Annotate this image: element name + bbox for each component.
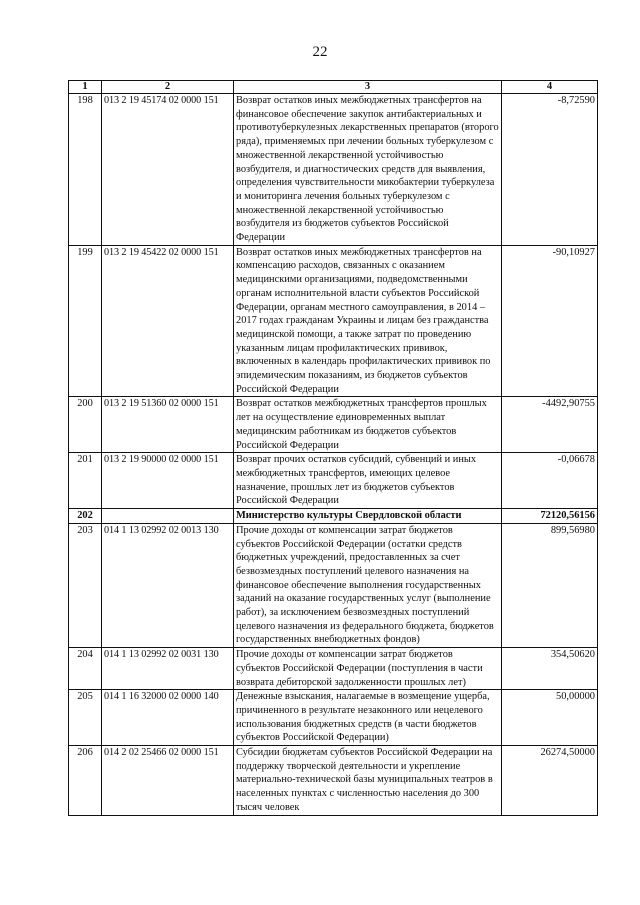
budget-revenue-table	[68, 80, 598, 816]
revenue-name-cell: Прочие доходы от компенсации затрат бюджетов субъектов Российской Федерации (остатки средств бюджетных учреждений, предоставленных за счет безвозмездных поступлений целевого назначения на финансовое обеспечение выполнения государственных заданий на оказание государственных услуг (выполнение работ), за исключением безвозмездных поступлений целевого назначения из федерального бюджета, бюджетов государственных внебюджетных фондов)	[234, 523, 502, 647]
amount-cell: 50,00000	[502, 690, 598, 746]
budget-code-cell: 013 2 19 51360 02 0000 151	[102, 397, 234, 453]
table-row	[69, 245, 598, 397]
budget-code-cell	[102, 509, 234, 524]
revenue-name-cell: Денежные взыскания, налагаемые в возмещение ущерба, причиненного в результате незаконного или нецелевого использования бюджетных средств (в части бюджетов субъектов Российской Федерации)	[234, 690, 502, 746]
revenue-name-cell: Возврат остатков межбюджетных трансфертов прошлых лет на осуществление единовременных выплат медицинским работникам из бюджетов субъектов Российской Федерации	[234, 397, 502, 453]
column-header-amount: 4	[502, 81, 598, 94]
table-row	[69, 648, 598, 690]
budget-code-cell: 014 1 13 02992 02 0031 130	[102, 648, 234, 690]
budget-code-cell: 013 2 19 45422 02 0000 151	[102, 245, 234, 397]
row-number-cell: 199	[69, 245, 102, 397]
revenue-name-cell: Возврат прочих остатков субсидий, субвенций и иных межбюджетных трансфертов, имеющих целевое назначение, прошлых лет из бюджетов субъектов Российской Федерации	[234, 453, 502, 509]
budget-code-cell: 014 1 13 02992 02 0013 130	[102, 523, 234, 647]
column-header-name: 3	[234, 81, 502, 94]
table-row	[69, 509, 598, 524]
amount-cell: 899,56980	[502, 523, 598, 647]
amount-cell: 26274,50000	[502, 746, 598, 816]
revenue-name-cell: Возврат остатков иных межбюджетных трансфертов на компенсацию расходов, связанных с оказанием медицинскими организациями, подведомственными органам исполнительной власти субъектов Российской Федерации, органам местного самоуправления, в 2014 – 2017 годах гражданам Украины и лицам без гражданства медицинской помощи, а также затрат по проведению указанным лицам профилактических прививок, включенных в календарь профилактических прививок по эпидемическим показаниям, из бюджетов субъектов Российской Федерации	[234, 245, 502, 397]
column-header-code: 2	[102, 81, 234, 94]
amount-cell: 354,50620	[502, 648, 598, 690]
amount-cell: 72120,56156	[502, 509, 598, 524]
table-row	[69, 690, 598, 746]
table-row	[69, 94, 598, 246]
row-number-cell: 198	[69, 94, 102, 246]
column-header-number: 1	[69, 81, 102, 94]
revenue-name-cell: Возврат остатков иных межбюджетных трансфертов на финансовое обеспечение закупок антибактериальных и противотуберкулезных лекарственных препаратов (второго ряда), применяемых при лечении больных туберкулезом с множественной лекарственной устойчивостью возбудителя, и диагностических средств для выявления, определения чувствительности микобактерии туберкулеза и мониторинга лечения больных туберкулезом с множественной лекарственной устойчивостью возбудителя из бюджетов субъектов Российской Федерации	[234, 94, 502, 246]
budget-code-cell: 013 2 19 45174 02 0000 151	[102, 94, 234, 246]
amount-cell: -8,72590	[502, 94, 598, 246]
amount-cell: -0,06678	[502, 453, 598, 509]
revenue-name-cell: Министерство культуры Свердловской области	[234, 509, 502, 524]
budget-code-cell: 014 2 02 25466 02 0000 151	[102, 746, 234, 816]
table-header-row	[69, 81, 598, 94]
table-body	[69, 94, 598, 816]
amount-cell: -90,10927	[502, 245, 598, 397]
row-number-cell: 202	[69, 509, 102, 524]
revenue-name-cell: Прочие доходы от компенсации затрат бюджетов субъектов Российской Федерации (поступления в части возврата дебиторской задолженности прошлых лет)	[234, 648, 502, 690]
amount-cell: -4492,90755	[502, 397, 598, 453]
table-row	[69, 397, 598, 453]
row-number-cell: 201	[69, 453, 102, 509]
table-row	[69, 453, 598, 509]
table-row	[69, 523, 598, 647]
row-number-cell: 205	[69, 690, 102, 746]
revenue-name-cell: Субсидии бюджетам субъектов Российской Федерации на поддержку творческой деятельности и укрепление материально-технической базы муниципальных театров в населенных пунктах с численностью населения до 300 тысяч человек	[234, 746, 502, 816]
row-number-cell: 206	[69, 746, 102, 816]
budget-code-cell: 014 1 16 32000 02 0000 140	[102, 690, 234, 746]
budget-code-cell: 013 2 19 90000 02 0000 151	[102, 453, 234, 509]
row-number-cell: 204	[69, 648, 102, 690]
row-number-cell: 200	[69, 397, 102, 453]
row-number-cell: 203	[69, 523, 102, 647]
table-row	[69, 746, 598, 816]
page-number: 22	[312, 44, 328, 60]
